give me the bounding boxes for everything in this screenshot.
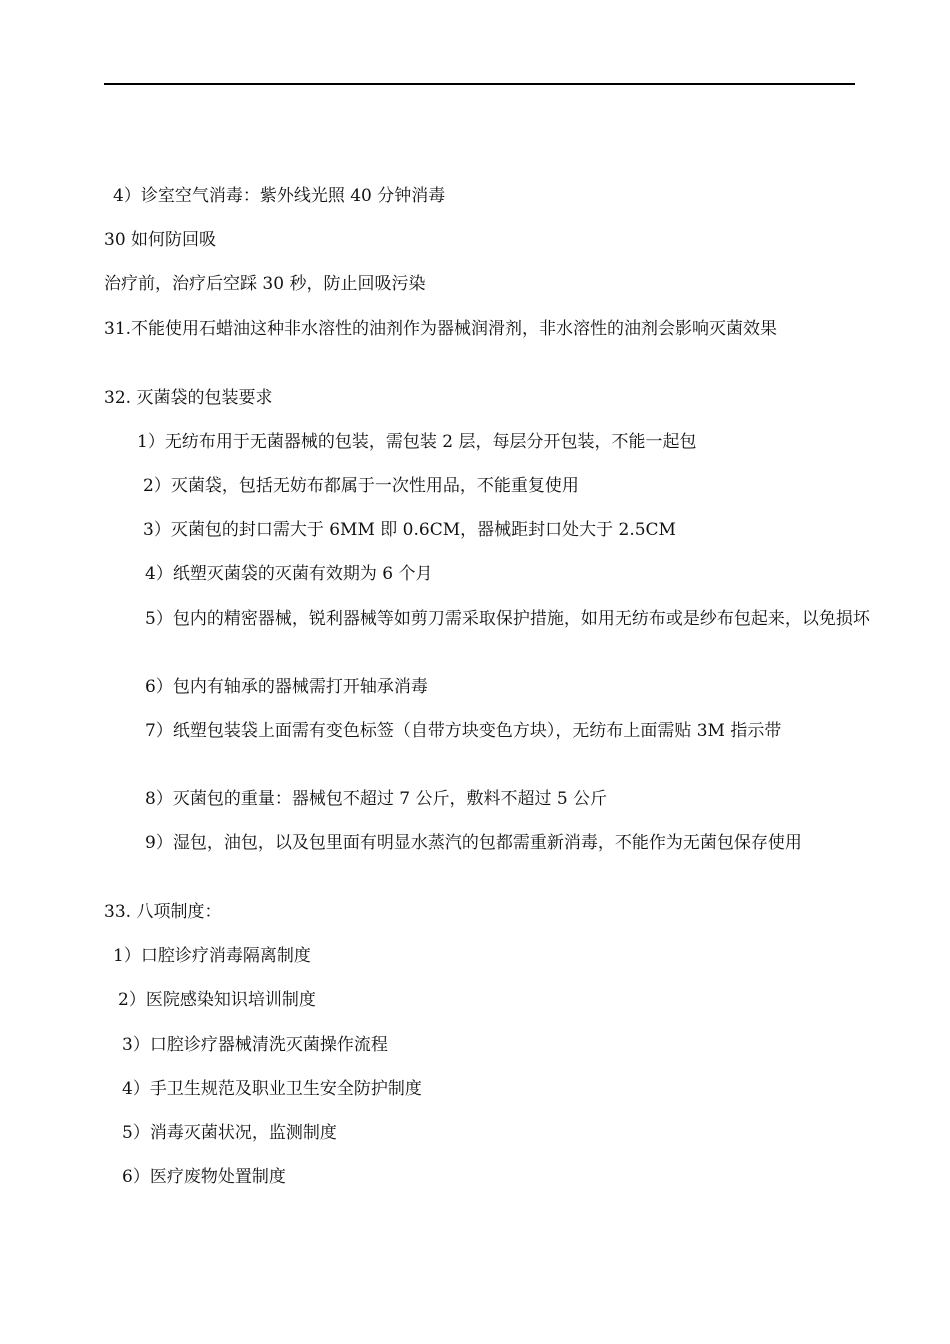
system-item-2: 2）医院感染知识培训制度: [118, 990, 316, 1010]
packaging-item-2: 2）灭菌袋，包括无妨布都属于一次性用品，不能重复使用: [143, 476, 579, 496]
system-item-5: 5）消毒灭菌状况，监测制度: [122, 1123, 337, 1143]
system-item-1: 1）口腔诊疗消毒隔离制度: [113, 946, 311, 966]
system-item-6: 6）医疗废物处置制度: [122, 1167, 286, 1187]
heading-33-eight-systems: 33. 八项制度：: [104, 902, 222, 922]
packaging-item-1: 1）无纺布用于无菌器械的包装，需包装 2 层，每层分开包装，不能一起包: [137, 432, 697, 452]
heading-30-anti-suckback: 30 如何防回吸: [104, 230, 217, 250]
packaging-item-4: 4）纸塑灭菌袋的灭菌有效期为 6 个月: [145, 564, 433, 584]
system-item-3: 3）口腔诊疗器械清洗灭菌操作流程: [122, 1035, 388, 1055]
system-item-4: 4）手卫生规范及职业卫生安全防护制度: [122, 1079, 422, 1099]
item-31-lubricant: 31.不能使用石蜡油这种非水溶性的油剂作为器械润滑剂，非水溶性的油剂会影响灭菌效果: [104, 319, 778, 339]
line-air-disinfection: 4）诊室空气消毒：紫外线光照 40 分钟消毒: [113, 186, 446, 206]
packaging-item-8: 8）灭菌包的重量：器械包不超过 7 公斤，敷料不超过 5 公斤: [145, 789, 608, 809]
header-rule: [104, 83, 855, 85]
packaging-item-3: 3）灭菌包的封口需大于 6MM 即 0.6CM，器械距封口处大于 2.5CM: [143, 520, 676, 540]
line-anti-suckback-method: 治疗前，治疗后空踩 30 秒，防止回吸污染: [104, 274, 426, 294]
packaging-item-9: 9）湿包，油包，以及包里面有明显水蒸汽的包都需重新消毒，不能作为无菌包保存使用: [145, 833, 802, 853]
packaging-item-6: 6）包内有轴承的器械需打开轴承消毒: [145, 677, 428, 697]
packaging-item-7: 7）纸塑包装袋上面需有变色标签（自带方块变色方块），无纺布上面需贴 3M 指示带: [145, 721, 782, 741]
packaging-item-5: 5）包内的精密器械，锐利器械等如剪刀需采取保护措施，如用无纺布或是纱布包起来，以免损坏: [145, 609, 870, 629]
heading-32-packaging: 32. 灭菌袋的包装要求: [104, 388, 273, 408]
